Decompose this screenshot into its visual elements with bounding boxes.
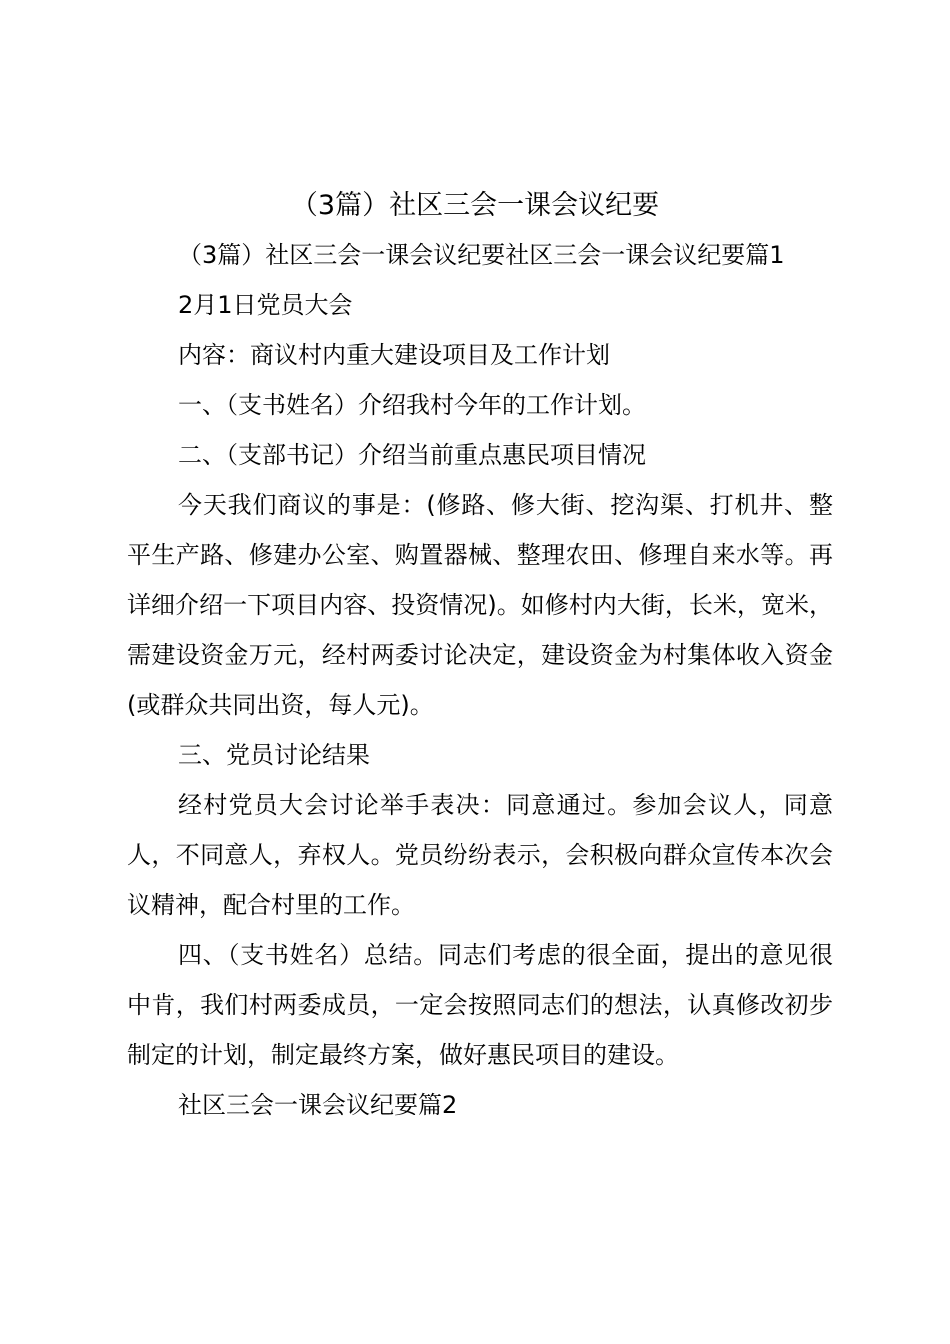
paragraph-heading-part1: （3篇）社区三会一课会议纪要社区三会一课会议纪要篇1 (178, 241, 785, 269)
paragraph-vote-result: 经村党员大会讨论举手表决：同意通过。参加会议人，同意人，不同意人，弃权人。党员纷纷表示，会积极向群众宣传本次会议精神，配合村里的工作。 (127, 791, 833, 919)
paragraph-item-four: 四、（支书姓名）总结。同志们考虑的很全面，提出的意见很中肯，我们村两委成员，一定会按照同志们的想法，认真修改初步制定的计划，制定最终方案，做好惠民项目的建设。 (127, 941, 833, 1069)
paragraph-heading-part2: 社区三会一课会议纪要篇2 (178, 1091, 458, 1119)
paragraph-discussion-topics: 今天我们商议的事是：(修路、修大街、挖沟渠、打机井、整平生产路、修建办公室、购置器械、整理农田、修理自来水等。再详细介绍一下项目内容、投资情况)。如修村内大街，长米，宽米，需建设资金万元，经村两委讨论决定，建设资金为村集体收入资金(或群众共同出资，每人元)。 (127, 491, 833, 719)
paragraph-item-one: 一、（支书姓名）介绍我村今年的工作计划。 (178, 391, 646, 419)
paragraph-item-two: 二、（支部书记）介绍当前重点惠民项目情况 (178, 441, 646, 469)
document-title: （3篇）社区三会一课会议纪要 (290, 190, 660, 221)
paragraph-meeting-date: 2月1日党员大会 (178, 291, 353, 319)
paragraph-content: 内容：商议村内重大建设项目及工作计划 (178, 341, 610, 369)
document-body (127, 230, 833, 1130)
paragraph-item-three: 三、党员讨论结果 (178, 741, 370, 769)
